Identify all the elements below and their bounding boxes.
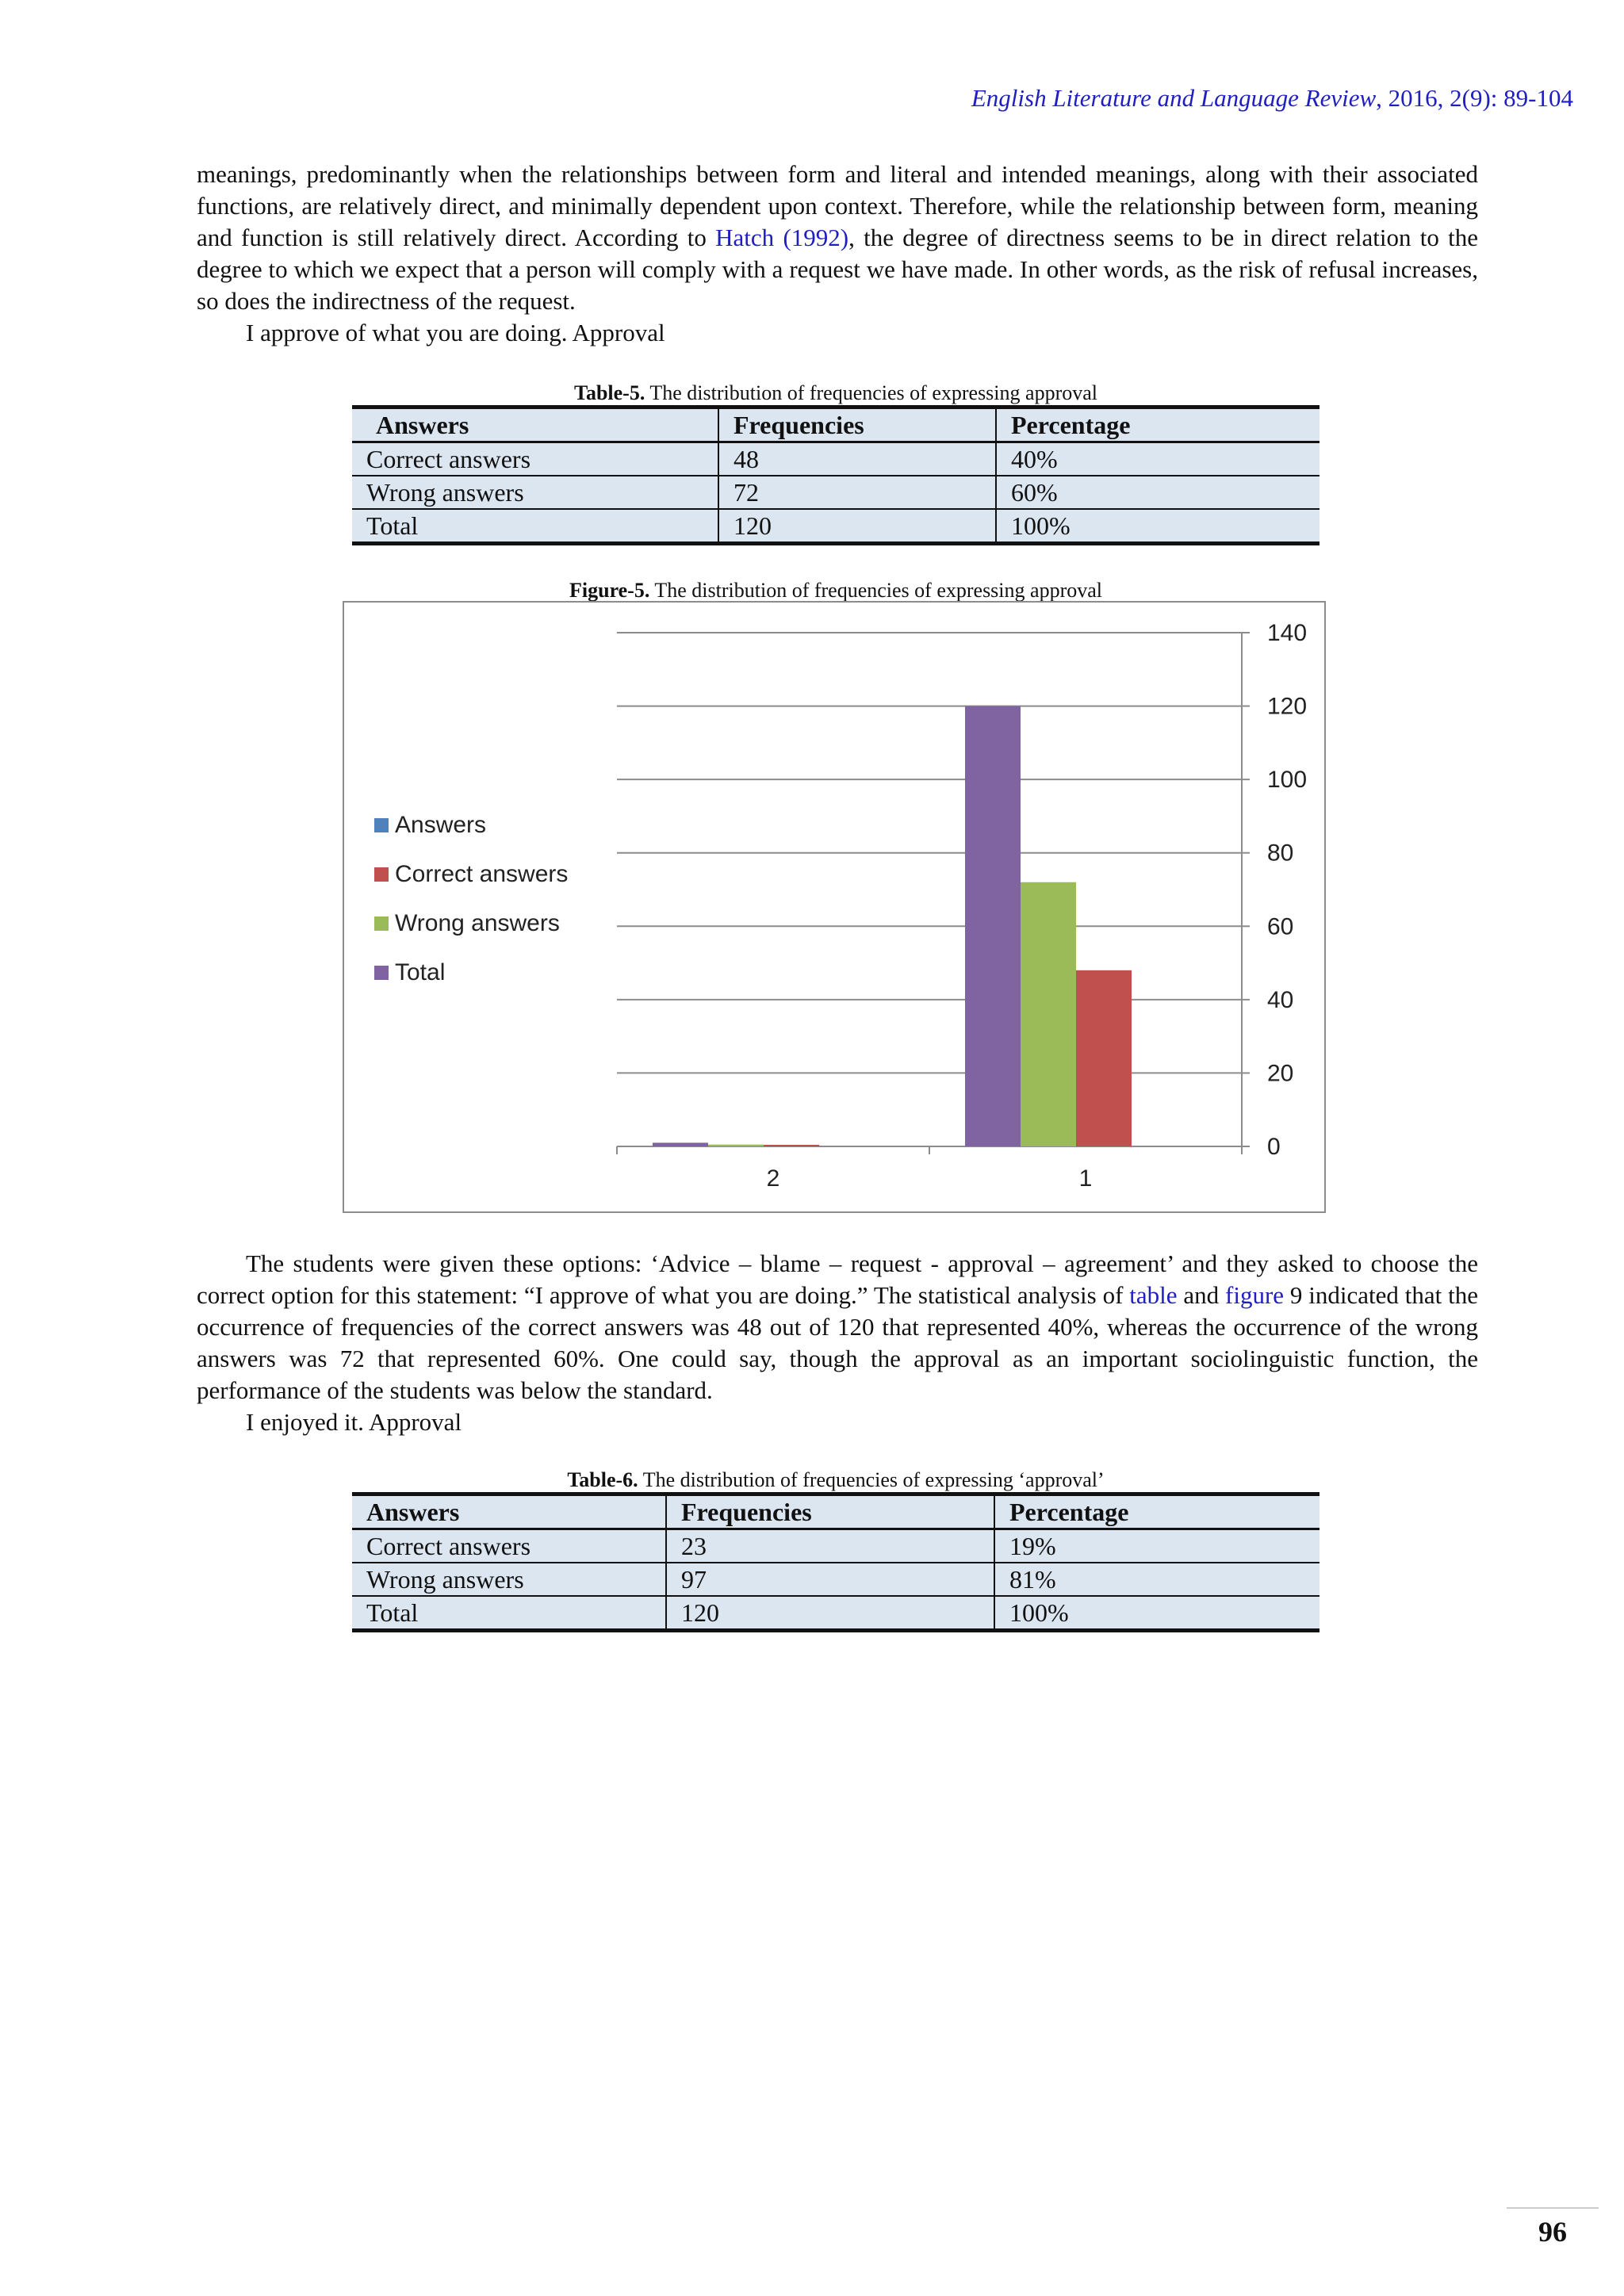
bar-wrong-answers (708, 1145, 764, 1146)
table-cell: 60% (996, 476, 1320, 509)
table-header-row (352, 1494, 1320, 1529)
table-cell: 100% (996, 509, 1320, 544)
table-row (352, 1596, 1320, 1631)
table-cell: Correct answers (352, 442, 718, 476)
chart-canvas (344, 603, 1324, 1211)
caption-text: The distribution of frequencies of expressing approval (645, 381, 1097, 404)
x-tick-label: 2 (766, 1165, 780, 1192)
bar-correct-answers (764, 1145, 819, 1146)
paragraph-analysis (197, 1248, 1478, 1406)
y-tick-label: 140 (1267, 620, 1308, 646)
y-tick-label: 20 (1267, 1060, 1294, 1087)
page-number: 96 (1538, 2216, 1567, 2248)
table-link[interactable]: table (1129, 1281, 1178, 1309)
table-cell: 100% (994, 1596, 1320, 1631)
y-tick-label: 80 (1267, 840, 1294, 867)
legend-swatch (374, 916, 389, 931)
bar-wrong-answers (1021, 882, 1076, 1146)
table-header: Frequencies (718, 408, 996, 442)
table-header: Percentage (996, 408, 1320, 442)
table-cell: 19% (994, 1529, 1320, 1563)
table-cell: 40% (996, 442, 1320, 476)
table-cell: 72 (718, 476, 996, 509)
table-cell: 120 (666, 1596, 994, 1631)
y-tick-label: 0 (1267, 1134, 1281, 1160)
table-header-row (352, 408, 1320, 442)
table-6 (352, 1492, 1320, 1632)
legend-label: Wrong answers (395, 910, 560, 936)
caption-text: The distribution of frequencies of expressing approval (649, 579, 1102, 602)
figure5-caption (352, 579, 1320, 603)
bar-correct-answers (1076, 970, 1132, 1146)
table-cell: Total (352, 509, 718, 544)
statement-approval-1: I approve of what you are doing. Approval (246, 319, 665, 346)
y-tick-label: 100 (1267, 767, 1308, 794)
table-cell: Correct answers (352, 1529, 666, 1563)
paragraph-text: 9 indicated that the occurrence of frequencies of the correct answers was 48 out of 120 that represented 40%, whereas the occurrence of the wrong answers was 72 that represented 60%. One could say, though the approval as an important sociolinguistic function, the performance of the students was below the standard. (197, 1281, 1478, 1404)
figure-5-chart (343, 601, 1326, 1213)
table-cell: Total (352, 1596, 666, 1631)
table-cell: 48 (718, 442, 996, 476)
footer-divider (1507, 2207, 1599, 2209)
paragraph-text: The students were given these options: ‘Advice – blame – request - approval – agreement’ and they asked to choose the correct option for this statement: “I approve of what you are doing.” The statistical analysis of (197, 1249, 1478, 1309)
legend-swatch (374, 818, 389, 832)
table-header: Answers (352, 408, 718, 442)
table6-caption (352, 1468, 1320, 1492)
figure-link[interactable]: figure (1225, 1281, 1285, 1309)
caption-text: The distribution of frequencies of expressing ‘approval’ (638, 1468, 1105, 1491)
journal-citation: , 2016, 2(9): 89-104 (1376, 84, 1573, 112)
running-head (971, 84, 1573, 113)
paragraph-text: meanings, predominantly when the relationships between form and literal and intended meanings, along with their associated functions, are relatively direct, and minimally dependent upon context. Therefore, while the relationship between form, meaning and function is still relatively direct. According to (197, 160, 1478, 251)
legend-label: Total (395, 959, 446, 985)
table-row (352, 1563, 1320, 1596)
table-cell: 120 (718, 509, 996, 544)
journal-name: English Literature and Language Review (971, 84, 1377, 112)
table-header: Percentage (994, 1494, 1320, 1529)
caption-label: Table-6. (567, 1468, 638, 1491)
legend-swatch (374, 966, 389, 980)
table-cell: 81% (994, 1563, 1320, 1596)
table-5 (352, 405, 1320, 545)
table-row (352, 509, 1320, 544)
table-cell: Wrong answers (352, 476, 718, 509)
y-tick-label: 40 (1267, 986, 1294, 1013)
paragraph-intro (197, 159, 1478, 317)
caption-label: Figure-5. (569, 579, 650, 602)
bar-total (965, 706, 1021, 1146)
legend-swatch (374, 867, 389, 882)
table-row (352, 1529, 1320, 1563)
table-cell: 23 (666, 1529, 994, 1563)
table-header: Frequencies (666, 1494, 994, 1529)
hatch-citation-link[interactable]: Hatch (1992) (715, 224, 849, 251)
paragraph-text: , the degree of directness seems to be in direct relation to the degree to which we expect that a person will comply with a request we have made. In other words, as the risk of refusal increases, so does the indirectness of the request. (197, 224, 1478, 315)
bar-total (653, 1142, 708, 1146)
table-row (352, 476, 1320, 509)
paragraph-text: and (1177, 1281, 1226, 1309)
statement-approval-2: I enjoyed it. Approval (246, 1408, 462, 1436)
table5-caption (352, 381, 1320, 405)
table-header: Answers (352, 1494, 666, 1529)
caption-label: Table-5. (574, 381, 645, 404)
table-cell: Wrong answers (352, 1563, 666, 1596)
table-cell: 97 (666, 1563, 994, 1596)
y-tick-label: 120 (1267, 693, 1308, 720)
x-tick-label: 1 (1078, 1165, 1093, 1192)
table-row (352, 442, 1320, 476)
legend-label: Answers (395, 812, 487, 838)
legend-label: Correct answers (395, 861, 569, 887)
y-tick-label: 60 (1267, 913, 1294, 940)
